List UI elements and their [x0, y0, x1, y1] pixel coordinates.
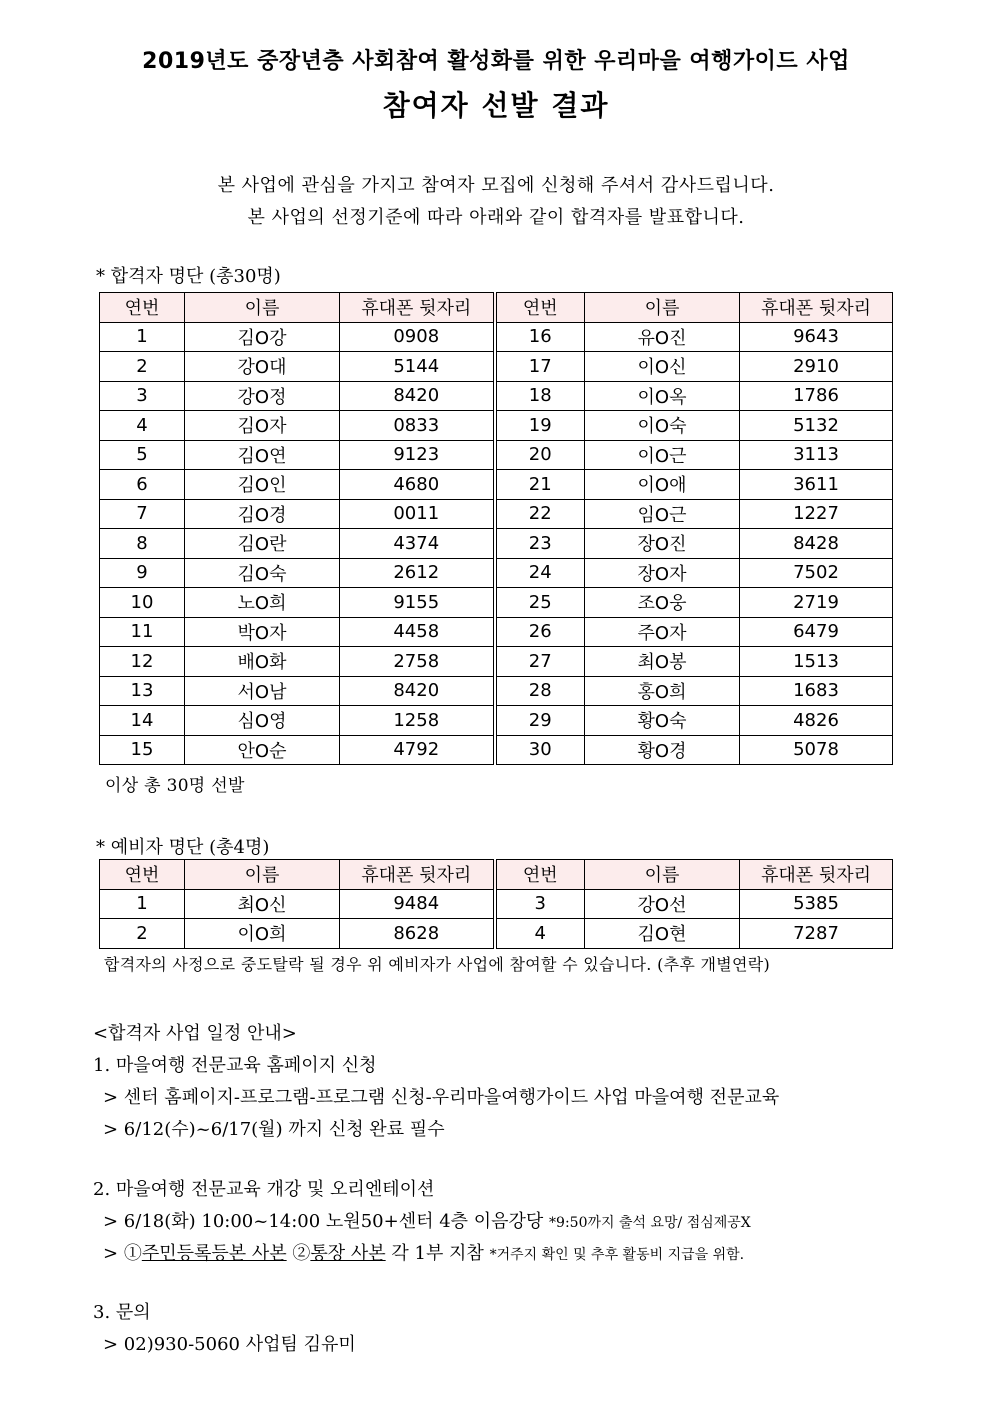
cell-number: 3: [495, 889, 585, 919]
cell-name: 김O숙: [185, 558, 340, 588]
header-name: 이름: [185, 293, 340, 323]
table-row: [100, 919, 893, 949]
cell-number: 12: [100, 647, 185, 677]
cell-name: 김O연: [185, 440, 340, 470]
table-row: [100, 735, 893, 765]
cell-phone-last4: 0908: [340, 322, 495, 352]
cell-name: 김O란: [185, 529, 340, 559]
passed-table: [99, 292, 893, 765]
cell-number: 1: [100, 322, 185, 352]
passed-footer: 이상 총 30명 선발: [105, 776, 245, 796]
cell-number: 21: [495, 470, 585, 500]
cell-phone-last4: 1786: [740, 381, 893, 411]
header-number: 연번: [495, 293, 585, 323]
cell-number: 5: [100, 440, 185, 470]
intro-line-2: 본 사업의 선정기준에 따라 아래와 같이 합격자를 발표합니다.: [247, 207, 745, 228]
table-row: [100, 889, 893, 919]
cell-number: 10: [100, 588, 185, 618]
table-row: [100, 617, 893, 647]
cell-phone-last4: 2612: [340, 558, 495, 588]
cell-number: 26: [495, 617, 585, 647]
cell-phone-last4: 1227: [740, 499, 893, 529]
table-row: [100, 381, 893, 411]
cell-number: 27: [495, 647, 585, 677]
cell-number: 19: [495, 411, 585, 441]
cell-phone-last4: 8420: [340, 381, 495, 411]
schedule-item-3-title: 3. 문의: [93, 1302, 151, 1323]
cell-phone-last4: 4792: [340, 735, 495, 765]
cell-number: 24: [495, 558, 585, 588]
cell-phone-last4: 4680: [340, 470, 495, 500]
cell-name: 유O진: [585, 322, 740, 352]
cell-phone-last4: 8428: [740, 529, 893, 559]
header-phone: 휴대폰 뒷자리: [740, 860, 893, 890]
cell-name: 김O경: [185, 499, 340, 529]
document-subtitle: 참여자 선발 결과: [382, 89, 610, 122]
cell-name: 주O자: [585, 617, 740, 647]
header-name: 이름: [585, 860, 740, 890]
header-phone: 휴대폰 뒷자리: [340, 860, 495, 890]
cell-name: 임O근: [585, 499, 740, 529]
cell-number: 3: [100, 381, 185, 411]
doc-suffix: 각 1부 지참: [385, 1243, 484, 1264]
doc-2-number: ②: [292, 1243, 311, 1264]
cell-name: 이O희: [185, 919, 340, 949]
doc-1-number: ①: [123, 1243, 142, 1264]
intro-line-1: 본 사업에 관심을 가지고 참여자 모집에 신청해 주셔서 감사드립니다.: [217, 175, 775, 196]
cell-name: 이O근: [585, 440, 740, 470]
cell-name: 박O자: [185, 617, 340, 647]
table-row: [100, 676, 893, 706]
doc-2-label: 통장 사본: [310, 1243, 386, 1264]
cell-number: 14: [100, 706, 185, 736]
table-row: [100, 558, 893, 588]
cell-name: 이O숙: [585, 411, 740, 441]
header-phone: 휴대폰 뒷자리: [740, 293, 893, 323]
header-name: 이름: [585, 293, 740, 323]
passed-list-label: * 합격자 명단 (총30명): [96, 266, 281, 287]
table-row: [100, 647, 893, 677]
cell-number: 28: [495, 676, 585, 706]
cell-number: 13: [100, 676, 185, 706]
table-row: [100, 352, 893, 382]
cell-name: 강O정: [185, 381, 340, 411]
cell-number: 20: [495, 440, 585, 470]
cell-number: 16: [495, 322, 585, 352]
cell-number: 4: [495, 919, 585, 949]
prefix-marker: >: [103, 1243, 124, 1264]
cell-name: 안O순: [185, 735, 340, 765]
cell-phone-last4: 0011: [340, 499, 495, 529]
cell-phone-last4: 2758: [340, 647, 495, 677]
cell-number: 11: [100, 617, 185, 647]
cell-phone-last4: 9484: [340, 889, 495, 919]
cell-name: 홍O희: [585, 676, 740, 706]
header-number: 연번: [100, 293, 185, 323]
cell-phone-last4: 3611: [740, 470, 893, 500]
schedule-heading: <합격자 사업 일정 안내>: [93, 1023, 297, 1044]
cell-phone-last4: 5144: [340, 352, 495, 382]
cell-name: 심O영: [185, 706, 340, 736]
cell-number: 30: [495, 735, 585, 765]
header-phone: 휴대폰 뒷자리: [340, 293, 495, 323]
cell-number: 23: [495, 529, 585, 559]
cell-name: 노O희: [185, 588, 340, 618]
cell-phone-last4: 4458: [340, 617, 495, 647]
cell-phone-last4: 1683: [740, 676, 893, 706]
table-row: [100, 706, 893, 736]
contact-line: > 02)930-5060 사업팀 김유미: [103, 1334, 356, 1355]
cell-name: 서O남: [185, 676, 340, 706]
cell-number: 17: [495, 352, 585, 382]
schedule-item-2-title: 2. 마을여행 전문교육 개강 및 오리엔테이션: [93, 1179, 435, 1200]
passed-table-header: [100, 293, 893, 323]
header-number: 연번: [495, 860, 585, 890]
schedule-item-1-line-1: > 센터 홈페이지-프로그램-프로그램 신청-우리마을여행가이드 사업 마을여행 전문교육: [103, 1087, 780, 1108]
cell-number: 2: [100, 919, 185, 949]
cell-phone-last4: 9155: [340, 588, 495, 618]
cell-name: 강O선: [585, 889, 740, 919]
cell-phone-last4: 2719: [740, 588, 893, 618]
table-row: [100, 440, 893, 470]
schedule-item-2-line-2: [103, 1239, 744, 1265]
table-row: [100, 529, 893, 559]
cell-phone-last4: 6479: [740, 617, 893, 647]
cell-phone-last4: 9643: [740, 322, 893, 352]
cell-phone-last4: 5385: [740, 889, 893, 919]
cell-number: 18: [495, 381, 585, 411]
schedule-item-1-title: 1. 마을여행 전문교육 홈페이지 신청: [93, 1055, 377, 1076]
cell-number: 7: [100, 499, 185, 529]
schedule-item-1-line-2: > 6/12(수)~6/17(월) 까지 신청 완료 필수: [103, 1119, 445, 1140]
table-row: [100, 588, 893, 618]
cell-number: 25: [495, 588, 585, 618]
cell-number: 9: [100, 558, 185, 588]
cell-number: 15: [100, 735, 185, 765]
attendance-note: *9:50까지 출석 요망/ 점심제공X: [549, 1215, 751, 1231]
cell-name: 장O자: [585, 558, 740, 588]
doc-note: *거주지 확인 및 추후 활동비 지급을 위함.: [489, 1247, 745, 1263]
cell-number: 22: [495, 499, 585, 529]
cell-name: 김O강: [185, 322, 340, 352]
cell-number: 2: [100, 352, 185, 382]
cell-phone-last4: 1513: [740, 647, 893, 677]
header-number: 연번: [100, 860, 185, 890]
cell-name: 이O옥: [585, 381, 740, 411]
cell-phone-last4: 7287: [740, 919, 893, 949]
cell-phone-last4: 5078: [740, 735, 893, 765]
cell-phone-last4: 4374: [340, 529, 495, 559]
schedule-time-location: > 6/18(화) 10:00~14:00 노원50+센터 4층 이음강당: [103, 1211, 544, 1232]
cell-number: 4: [100, 411, 185, 441]
table-row: [100, 470, 893, 500]
cell-name: 최O봉: [585, 647, 740, 677]
cell-phone-last4: 5132: [740, 411, 893, 441]
header-name: 이름: [185, 860, 340, 890]
document-title: 2019년도 중장년층 사회참여 활성화를 위한 우리마을 여행가이드 사업: [142, 49, 850, 74]
cell-phone-last4: 2910: [740, 352, 893, 382]
table-row: [100, 411, 893, 441]
table-row: [100, 322, 893, 352]
schedule-item-2-line-1: [103, 1207, 751, 1233]
cell-phone-last4: 8628: [340, 919, 495, 949]
cell-name: 이O애: [585, 470, 740, 500]
cell-phone-last4: 1258: [340, 706, 495, 736]
cell-name: 김O자: [185, 411, 340, 441]
reserve-footer: 합격자의 사정으로 중도탈락 될 경우 위 예비자가 사업에 참여할 수 있습니다. (추후 개별연락): [104, 955, 771, 974]
reserve-table: [99, 859, 893, 949]
reserve-list-label: * 예비자 명단 (총4명): [96, 837, 270, 858]
cell-name: 강O대: [185, 352, 340, 382]
cell-name: 김O인: [185, 470, 340, 500]
cell-phone-last4: 8420: [340, 676, 495, 706]
cell-name: 조O웅: [585, 588, 740, 618]
reserve-table-header: [100, 860, 893, 890]
doc-1-label: 주민등록등본 사본: [141, 1243, 287, 1264]
cell-phone-last4: 9123: [340, 440, 495, 470]
table-row: [100, 499, 893, 529]
cell-name: 장O진: [585, 529, 740, 559]
cell-name: 황O숙: [585, 706, 740, 736]
cell-name: 이O신: [585, 352, 740, 382]
cell-number: 29: [495, 706, 585, 736]
cell-number: 8: [100, 529, 185, 559]
cell-number: 1: [100, 889, 185, 919]
cell-phone-last4: 7502: [740, 558, 893, 588]
cell-name: 최O신: [185, 889, 340, 919]
cell-name: 배O화: [185, 647, 340, 677]
cell-name: 황O경: [585, 735, 740, 765]
cell-phone-last4: 3113: [740, 440, 893, 470]
cell-phone-last4: 0833: [340, 411, 495, 441]
cell-phone-last4: 4826: [740, 706, 893, 736]
cell-name: 김O현: [585, 919, 740, 949]
cell-number: 6: [100, 470, 185, 500]
